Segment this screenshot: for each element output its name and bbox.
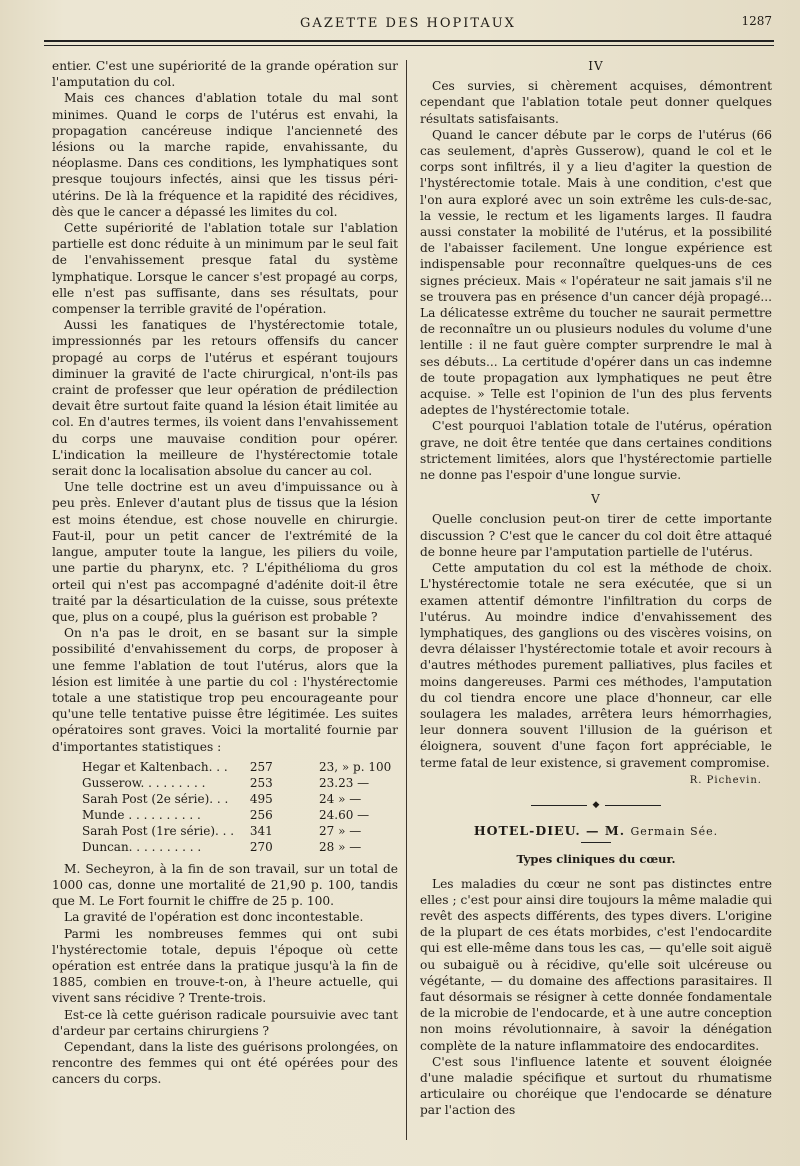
article-subtitle: Types cliniques du cœur. — [516, 852, 676, 867]
paragraph: Cette amputation du col est la méthode de choix. L'hystérectomie totale ne sera exécutée, que si un examen attentif démontre l'infiltration du corps de l'utérus. Au moindre indice d'envahissement des lymphatiques, des ganglions ou des viscères voisins, on devra délaisser l'hystérectomie totale et avoir recours à d'autres méthodes purement palliatives, plus faciles et moins dangereuses. Parmi ces méthodes, l'amputation du col tiendra encore une place d'honneur, car elle soulagera les malades, arrêtera leurs hémorrhagies, leur donnera souvent l'illusion de la guérison et éloignera, souvent d'une façon fort appréciable, le terme fatal de leur existence, si gravement compromise. — [420, 561, 772, 770]
paragraph: Mais ces chances d'ablation totale du mal sont minimes. Quand le corps de l'utérus est envahi, la propagation cancéreuse indique l'ancienneté des lésions ou la marche rapide, envahissante, du néoplasme. Dans ces conditions, les lymphatiques sont presque toujours infectés, ainsi que les tissus péri-utérins. De là la fréquence et la rapidité des récidives, dès que le cancer a dépassé les limites du col. — [52, 91, 398, 219]
heading-rule — [581, 842, 611, 843]
section-ornament — [420, 797, 772, 813]
paragraph: C'est sous l'influence latente et souvent éloignée d'une maladie spécifique et surtout du rhumatisme articulaire ou choréique que l'endocarde se dénature par l'action des — [420, 1054, 772, 1118]
stats-author: Sarah Post (2e série). . . — [82, 791, 229, 806]
journal-title: GAZETTE DES HOPITAUX — [300, 16, 516, 31]
paragraph: Une telle doctrine est un aveu d'impuissance ou à peu près. Enlever d'autant plus de tissus que la lésion est moins étendue, est chose nouvelle en chirurgie. Faut-il, pour un petit cancer de l'extrémité de la langue, amputer toute la langue, les piliers du voile, une partie du pharynx, etc. ? L'épithélioma du gros orteil qui n'est pas accompagné d'adénite doit-il être traité par la désarticulation de la cuisse, sous prétexte que, plus on a coupé, plus la guérison est probable ? — [52, 480, 398, 624]
left-column — [52, 58, 398, 1088]
paragraph: Ces survies, si chèrement acquises, démontrent cependant que l'ablation totale peut donner quelques résultats satisfaisants. — [420, 79, 772, 126]
stats-mortality: 24 » — — [319, 791, 362, 806]
stats-row — [52, 775, 398, 791]
section-heading-name: Germain Sée. — [630, 825, 719, 839]
stats-cases: 257 — [249, 759, 273, 774]
stats-mortality: 23.23 — — [319, 775, 370, 790]
paragraph: entier. C'est une supériorité de la grande opération sur l'amputation du col. — [52, 59, 398, 90]
stats-author: Hegar et Kaltenbach. . . — [82, 759, 228, 774]
section-number-v: V — [591, 492, 601, 507]
right-column — [420, 58, 772, 1119]
paragraph: M. Secheyron, à la fin de son travail, sur un total de 1000 cas, donne une mortalité de 21,90 p. 100, tandis que M. Le Fort fournit le chiffre de 25 p. 100. — [52, 861, 398, 909]
stats-mortality: 24.60 — — [319, 807, 370, 822]
header-rule — [44, 40, 774, 46]
stats-author: Munde . . . . . . . . . . — [82, 807, 201, 822]
stats-mortality: 27 » — — [319, 823, 362, 838]
section-number-iv: IV — [588, 59, 604, 73]
paragraph: On n'a pas le droit, en se basant sur la simple possibilité d'envahissement du corps, de proposer à une femme l'ablation de tout l'utérus, alors que la lésion est limitée à une partie du col : l'hystérectomie totale a une statistique trop peu encourageante pour qu'une telle tentative puisse être légitimée. Les suites opératoires sont graves. Voici la mortalité fournie par d'importantes statistiques : — [52, 626, 398, 754]
paragraph: Est-ce là cette guérison radicale poursuivie avec tant d'ardeur par certains chirurgiens ? — [52, 1007, 398, 1038]
stats-mortality: 23, » p. 100 — [319, 759, 392, 774]
ornament-diamond-icon: ◆ — [592, 799, 600, 810]
paragraph: Aussi les fanatiques de l'hystérectomie totale, impressionnés par les retours offensifs du cancer propagé au corps de l'utérus et espérant toujours diminuer la gravité de l'acte chirurgical, n'ont-ils pas craint de professer que leur opération de prédilection devait être surtout faite quand la lésion était limitée au col. En d'autres termes, ils voient dans l'envahissement du corps une mauvaise condition pour opérer. L'indication la meilleure de l'hystérectomie totale serait donc la localisation absolue du cancer au col. — [52, 318, 398, 479]
stats-cases: 253 — [249, 775, 273, 790]
stats-author: Gusserow. . . . . . . . . — [82, 775, 206, 790]
author-signature: R. Pichevin. — [689, 774, 762, 786]
paragraph: La gravité de l'opération est donc incontestable. — [64, 910, 364, 925]
paragraph: Quelle conclusion peut-on tirer de cette importante discussion ? C'est que le cancer du col doit être attaqué de bonne heure par l'amputation partielle de l'utérus. — [420, 512, 772, 559]
page-header — [40, 10, 776, 38]
section-heading-main: HOTEL-DIEU. — M. — [473, 823, 631, 839]
stats-row — [52, 807, 398, 823]
stats-mortality: 28 » — — [319, 839, 362, 854]
stats-row — [52, 791, 398, 807]
stats-cases: 270 — [249, 839, 273, 854]
stats-author: Sarah Post (1re série). . . — [82, 823, 235, 838]
stats-row — [52, 823, 398, 839]
paragraph: Cependant, dans la liste des guérisons prolongées, on rencontre des femmes qui ont été opérées pour des cancers du corps. — [52, 1039, 398, 1087]
mortality-statistics-table — [52, 759, 398, 855]
page-number: 1287 — [741, 14, 772, 28]
stats-row — [52, 839, 398, 855]
stats-cases: 256 — [249, 807, 273, 822]
section-heading — [420, 823, 772, 840]
stats-row — [52, 759, 398, 775]
paragraph: C'est pourquoi l'ablation totale de l'utérus, opération grave, ne doit être tentée que dans certaines conditions strictement limitées, alors que l'hystérectomie partielle ne donne pas l'espoir d'une longue survie. — [420, 419, 772, 483]
paragraph: Parmi les nombreuses femmes qui ont subi l'hystérectomie totale, depuis l'époque où cette opération est entrée dans la pratique jusqu'à la fin de 1885, combien en trouve-t-on, à l'heure actuelle, qui vivent sans récidive ? Trente-trois. — [52, 926, 398, 1006]
column-divider — [406, 60, 407, 1140]
paragraph: Cette supériorité de l'ablation totale sur l'ablation partielle est donc réduite à un minimum par le seul fait de l'envahissement presque fatal du système lymphatique. Lorsque le cancer s'est propagé au corps, elle n'est pas suffisante, dans ses résultats, pour compenser la terrible gravité de l'opération. — [52, 221, 398, 317]
ornament-line-right — [605, 805, 661, 806]
paragraph: Quand le cancer débute par le corps de l'utérus (66 cas seulement, d'après Gusserow), quand le col et le corps sont infiltrés, il y a lieu d'agiter la question de l'hystérectomie totale. Mais à une condition, c'est que l'on aura exploré avec un soin extrême les culs-de-sac, la vessie, le rectum et les ligaments larges. Il faudra aussi constater la mobilité de l'utérus, et la possibilité de l'abaisser facilement. Une longue expérience est indispensable pour reconnaître quelques-uns de ces signes précieux. Mais « l'opérateur ne sait jamais s'il ne se trouvera pas en présence d'un cancer déjà propagé... La délicatesse extrême du toucher ne saurait permettre de reconnaître un ou plusieurs nodules du volume d'une lentille : il ne faut guère compter surprendre le mal à ses débuts... La certitude d'opérer dans un cas indemne de toute propagation aux lymphatiques ne peut être acquise. » Telle est l'opinion de l'un des plus fervents adeptes de l'hystérectomie totale. — [420, 127, 772, 418]
stats-cases: 495 — [249, 791, 273, 806]
paragraph: Les maladies du cœur ne sont pas distinctes entre elles ; c'est pour ainsi dire toujours la même maladie qui revêt des aspects différents, des types divers. L'origine de la plupart de ces états morbides, c'est l'endocardite qui est elle-même dans tous les cas, — qu'elle soit aiguë ou subaiguë ou à récidive, qu'elle soit ulcéreuse ou végétante, — du domaine des affections parasitaires. Il faut désormais se résigner à cette donnée fondamentale de la microbie de l'endocarde, et à une autre conception non moins révolutionnaire, à savoir la dénégation complète de la nature inflammatoire des endocardites. — [420, 876, 772, 1053]
stats-cases: 341 — [249, 823, 273, 838]
stats-author: Duncan. . . . . . . . . . — [82, 839, 202, 854]
ornament-line-left — [531, 805, 587, 806]
